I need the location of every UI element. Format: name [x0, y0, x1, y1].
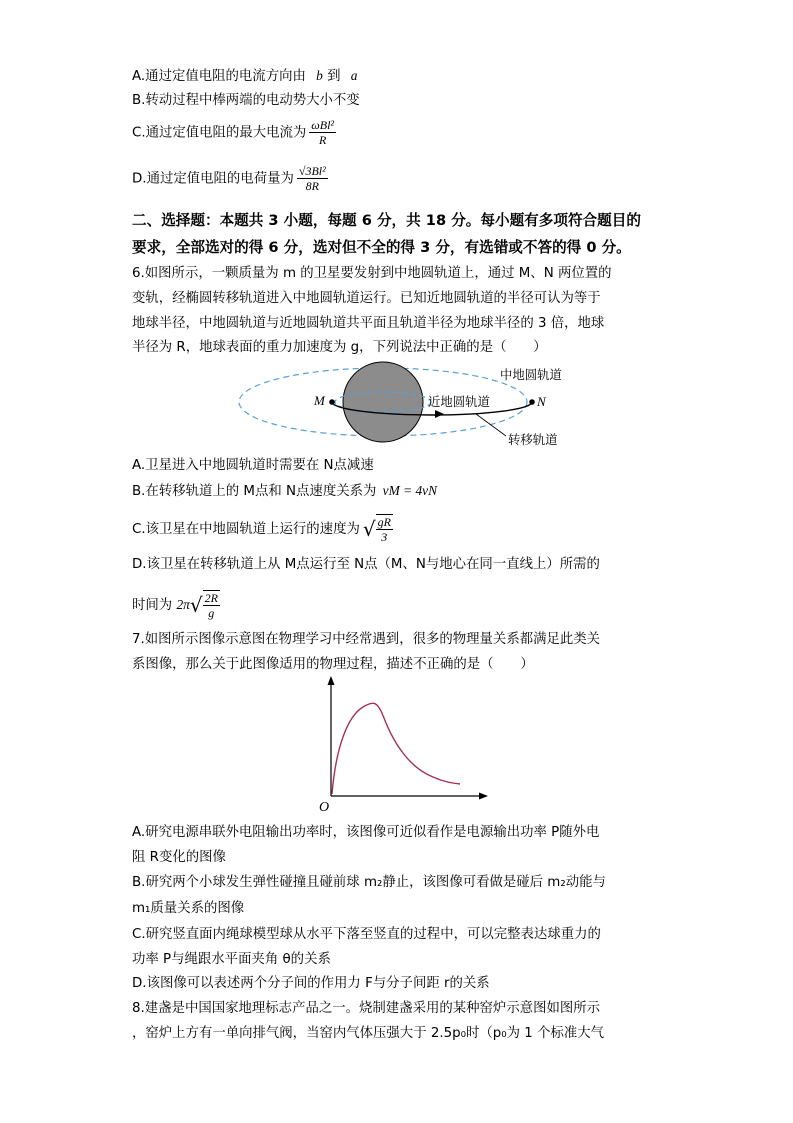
q7-option-b-line2: m₁质量关系的图像	[132, 901, 245, 916]
q5-c-fraction	[309, 118, 336, 147]
q6-b-formula: vM = 4vN	[382, 483, 438, 498]
q5-option-c	[132, 118, 336, 147]
sqrt-sign-d: √	[189, 593, 203, 617]
label-near-orbit: 近地圆轨道	[428, 394, 490, 409]
q7-option-a-line1: A.研究电源串联外电阻输出功率时，该图像可近似看作是电源输出功率 P随外电	[132, 825, 600, 840]
q6-option-d-text: 时间为	[132, 598, 173, 613]
q6-option-b-text: B.在转移轨道上的 M点和 N点速度关系为	[132, 484, 377, 499]
q6-option-d-line1: D.该卫星在转移轨道上从 M点运行至 N点（M、N与地心在同一直线上）所需的	[132, 557, 600, 572]
label-transfer-orbit: 转移轨道	[508, 432, 558, 447]
q5-option-a-text: A.通过定值电阻的电流方向由	[132, 69, 306, 84]
q5-d-numerator: √3Bl²	[298, 164, 326, 178]
transfer-arrow	[435, 410, 444, 418]
q5-d-fraction	[297, 164, 328, 193]
q8-line-1: 8.建盏是中国国家地理标志产品之一。烧制建盏采用的某种窑炉示意图如图所示	[132, 1001, 601, 1016]
q7-option-c-line1: C.研究竖直面内绳球模型球从水平下落至竖直的过程中，可以完整表达球重力的	[132, 927, 601, 942]
label-point-n: N	[537, 394, 546, 409]
earth	[343, 362, 423, 442]
q7-option-d: D.该图像可以表述两个分子间的作用力 F与分子间距 r的关系	[132, 976, 490, 991]
q5-point-b: b	[316, 68, 323, 83]
section2-line1: 二、选择题：本题共 3 小题，每题 6 分，共 18 分。每小题有多项符合题目的	[132, 212, 641, 229]
q5-option-b: B.转动过程中棒两端的电动势大小不变	[132, 93, 360, 108]
q6-stem-2: 变轨，经椭圆转移轨道进入中地圆轨道运行。已知近地圆轨道的半径可认为等于	[132, 291, 601, 306]
q5-c-denominator: R	[318, 133, 327, 147]
q5-c-numerator: ωBl²	[311, 118, 335, 132]
label-mid-orbit: 中地圆轨道	[500, 367, 562, 382]
q7-option-a-line2: 阻 R变化的图像	[132, 850, 226, 865]
section2-line2: 要求，全部选对的得 6 分，选对但不全的得 3 分，有选错或不答的得 0 分。	[132, 239, 631, 256]
q6-c-denominator: 3	[381, 530, 388, 544]
q6-stem-1: 6.如图所示，一颗质量为 m 的卫星要发射到中地圆轨道上，通过 M、N 两位置的	[132, 266, 612, 281]
label-point-m: M	[314, 393, 325, 408]
transfer-leader-line	[476, 414, 506, 436]
q6-option-c-text: C.该卫星在中地圆轨道上运行的速度为	[132, 522, 360, 537]
q6-d-denominator: g	[208, 606, 215, 620]
sqrt-sign-c: √	[362, 517, 376, 541]
q5-option-d-text: D.通过定值电阻的电荷量为	[132, 171, 294, 187]
q6-option-b	[132, 482, 437, 501]
q6-stem-3: 地球半径，中地圆轨道与近地圆轨道共平面且轨道半径为地球半径的 3 倍，地球	[132, 316, 605, 331]
q5-d-denominator: 8R	[305, 179, 319, 193]
point-n-dot	[529, 399, 535, 405]
q6-stem-4: 半径为 R，地球表面的重力加速度为 g，下列说法中正确的是（ ）	[132, 340, 547, 355]
q7-option-b-line1: B.研究两个小球发生弹性碰撞且碰前球 m₂静止，该图像可看做是碰后 m₂动能与	[132, 875, 606, 890]
origin-label: O	[319, 800, 330, 815]
q6-option-c	[132, 514, 393, 544]
q7-stem-1: 7.如图所示图像示意图在物理学习中经常遇到，很多的物理量关系都满足此类关	[132, 632, 601, 647]
q6-option-d-line2	[132, 590, 220, 620]
q6-d-coef: 2π	[176, 597, 190, 612]
point-m-dot	[329, 399, 335, 405]
curve-graph	[318, 676, 493, 806]
q6-d-numerator: 2R	[204, 591, 218, 605]
q6-c-fraction	[376, 514, 393, 544]
hump-curve	[332, 703, 460, 794]
q5-point-a: a	[350, 68, 358, 83]
q6-c-numerator: gR	[377, 515, 391, 529]
q5-option-c-text: C.通过定值电阻的最大电流为	[132, 125, 307, 141]
q7-stem-2: 系图像，那么关于此图像适用的物理过程，描述不正确的是（ ）	[132, 657, 534, 672]
y-axis-arrow	[328, 676, 335, 685]
x-axis-arrow	[479, 793, 488, 800]
q5-option-a	[132, 67, 357, 86]
q5-option-d	[132, 164, 328, 193]
q8-line-2: ，窑炉上方有一单向排气阀，当窑内气体压强大于 2.5p₀时（p₀为 1 个标准大气	[132, 1026, 605, 1041]
q6-d-fraction	[203, 590, 220, 620]
q6-option-a: A.卫星进入中地圆轨道时需要在 N点减速	[132, 458, 374, 473]
q5-to: 到	[327, 69, 341, 84]
q7-option-c-line2: 功率 P与绳跟水平面夹角 θ的关系	[132, 952, 331, 967]
